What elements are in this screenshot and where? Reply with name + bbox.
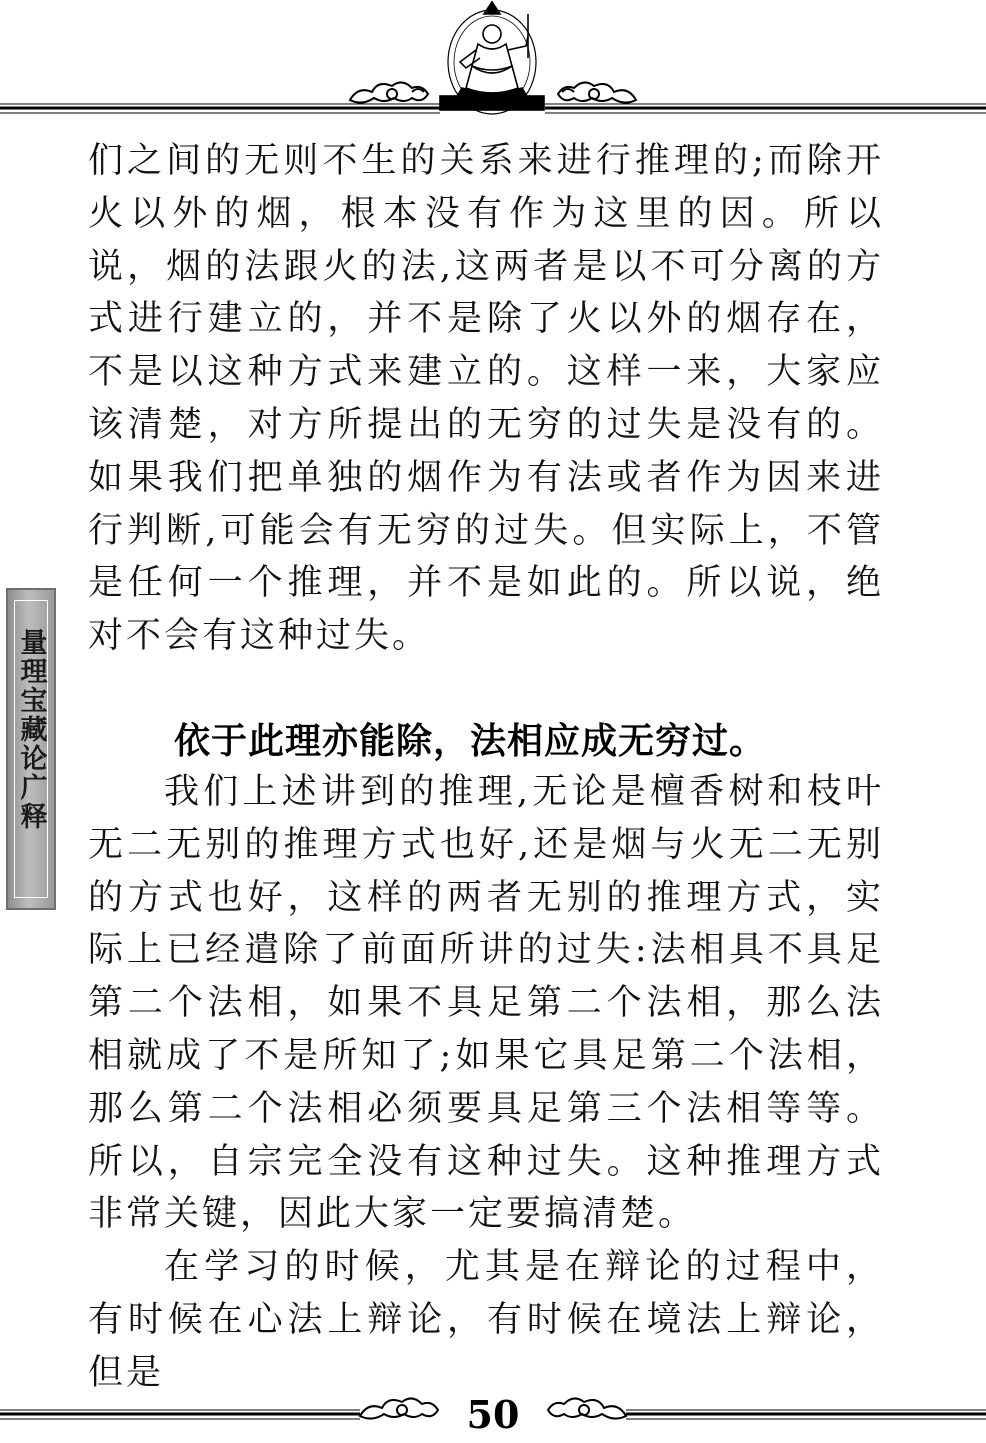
footer-cloud-left-icon bbox=[360, 1398, 438, 1418]
header-ornament bbox=[0, 0, 986, 125]
cloud-left-icon bbox=[350, 82, 428, 102]
body-text-block-1 bbox=[88, 135, 884, 663]
body-text-block-2 bbox=[88, 766, 884, 1400]
side-title-tab bbox=[6, 588, 56, 910]
body-paragraph-1: 们之间的无则不生的关系来进行推理的;而除开火以外的烟，根本没有作为这里的因。所以说，烟的法跟火的法,这两者是以不可分离的方式进行建立的，并不是除了火以外的烟存在，不是以这种方式来建立的。这样一来，大家应该清楚，对方所提出的无穷的过失是没有的。如果我们把单独的烟作为有法或者作为因来进行判断,可能会有无穷的过失。但实际上，不管是任何一个推理，并不是如此的。所以说，绝对不会有这种过失。 bbox=[88, 141, 884, 657]
body-paragraph-3: 在学习的时候，尤其是在辩论的过程中，有时候在心法上辩论，有时候在境法上辩论，但是 bbox=[88, 1247, 884, 1393]
footer-cloud-right-icon bbox=[548, 1398, 626, 1418]
page-number: 50 bbox=[466, 1392, 520, 1437]
footer-rule-right bbox=[626, 1410, 986, 1419]
header-rule-right bbox=[545, 104, 986, 113]
book-title-vertical: 量理宝藏论广释 bbox=[15, 628, 47, 831]
body-paragraph-2: 我们上述讲到的推理,无论是檀香树和枝叶无二无别的推理方式也好,还是烟与火无二无别的方式也好，这样的两者无别的推理方式，实际上已经遣除了前面所讲的过失:法相具不具足第二个法相，如果不具足第二个法相，那么法相就成了不是所知了;如果它具足第二个法相，那么第二个法相必须要具足第三个法相等等。所以，自宗完全没有这种过失。这种推理方式非常关键，因此大家一定要搞清楚。 bbox=[88, 772, 884, 1235]
footer-rule-left bbox=[0, 1410, 360, 1419]
cloud-right-icon bbox=[558, 82, 636, 102]
deity-figure-icon bbox=[440, 2, 544, 114]
verse-heading: 依于此理亦能除，法相应成无穷过。 bbox=[174, 721, 767, 762]
header-rule-left bbox=[0, 104, 440, 113]
